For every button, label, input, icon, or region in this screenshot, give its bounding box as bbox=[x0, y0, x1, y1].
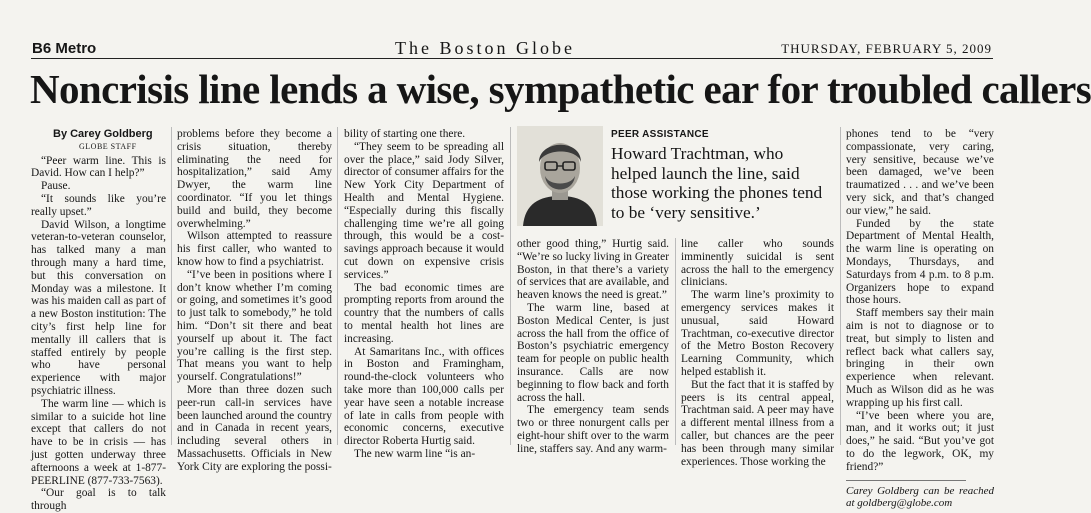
paragraph: The emergency team sends two or three nonurgent calls per eight-hour shift over to the warm line, staffers say. And any warm- bbox=[517, 404, 669, 455]
paragraph: The warm line, based at Boston Medical Center, is just across the hall from the office of Boston’s psychiatric emergency team for people on public health insurance. Calls are now beginning to flow back and forth across the hall. bbox=[517, 301, 669, 404]
paragraph: phones tend to be “very compassionate, very caring, very sensitive, because we’ve been damaged, we’ve been traumatized . . . and we’ve been very sick, and that’s changed our view,” he said. bbox=[846, 128, 994, 217]
article-column-6 bbox=[846, 128, 994, 510]
paragraph: Pause. bbox=[41, 180, 71, 193]
byline: By Carey Goldberg bbox=[53, 128, 153, 140]
signoff: Carey Goldberg can be reached at goldberg@globe.com bbox=[846, 484, 994, 510]
paragraph: Funded by the state Department of Mental Health, the warm line is operating on Mondays, Thursdays, and Saturdays from 4 p.m. to 8 p.m. Organizers hope to expand those hours. bbox=[846, 217, 994, 307]
paragraph: “Our goal is to talk through bbox=[31, 487, 166, 513]
section-label bbox=[32, 40, 96, 57]
pull-quote-text: Howard Trachtman, who helped launch the line, said those working the phones tend to be ‘very sensitive.’ bbox=[611, 144, 823, 222]
paragraph: “I’ve been where you are, man, and it works out; it just does,” he said. “But you’ve got to do the legwork, OK, my friend?” bbox=[846, 409, 994, 473]
paragraph: More than three dozen such peer-run call-in services have been launched around the country and in Canada in recent years, including several others in Massachusetts. Officials in New York City are exploring the possi- bbox=[177, 383, 332, 473]
portrait-photo bbox=[517, 126, 603, 226]
paragraph: line caller who sounds imminently suicidal is sent across the hall to the emergency clinicians. bbox=[681, 238, 834, 289]
paragraph: But the fact that it is staffed by peers is its central appeal, Trachtman said. A peer may have a different mental illness from a caller, but chances are the peer has been through many similar experiences. Those working the bbox=[681, 378, 834, 468]
article-column-2 bbox=[177, 128, 332, 473]
paragraph: other good thing,” Hurtig said. “We’re so lucky living in Greater Boston, in that there’s a variety of services that are available, and heaven knows the need is great.” bbox=[517, 238, 669, 302]
signoff-rule bbox=[846, 480, 966, 481]
paragraph: The bad economic times are prompting reports from around the country that the numbers of calls to mental health hot lines are increasing. bbox=[344, 281, 504, 345]
dateline: THURSDAY, FEBRUARY 5, 2009 bbox=[781, 41, 992, 56]
header-rule bbox=[31, 58, 993, 59]
portrait-image bbox=[517, 126, 603, 226]
article-column-1 bbox=[31, 128, 166, 513]
page-number: B6 bbox=[32, 40, 52, 57]
paragraph: The warm line’s proximity to emergency services makes it unusual, said Howard Trachtman, co-executive director of the Metro Boston Recovery Learning Community, which helped establish it. bbox=[681, 289, 834, 378]
paragraph: The new warm line “is an- bbox=[354, 447, 476, 460]
paragraph: “Peer warm line. This is David. How can I help?” bbox=[31, 154, 166, 180]
column-rule bbox=[675, 238, 676, 445]
page-header bbox=[0, 0, 1024, 58]
paragraph: Wilson attempted to reassure his first caller, who wanted to know how to find a psychiatrist. bbox=[177, 230, 332, 268]
pull-quote-box bbox=[517, 126, 835, 232]
article-column-5 bbox=[681, 238, 834, 468]
headline: Noncrisis line lends a wise, sympathetic ear for troubled callers bbox=[30, 66, 1091, 112]
column-rule bbox=[510, 127, 511, 445]
paragraph: At Samaritans Inc., with offices in Boston and Framingham, round-the-clock volunteers who take more than 100,000 calls per year have seen a notable increase of late in calls from people with economic concerns, executive director Roberta Hurtig said. bbox=[344, 345, 504, 448]
masthead: The Boston Globe bbox=[395, 38, 575, 58]
column-rule bbox=[171, 127, 172, 445]
byline-title: GLOBE STAFF bbox=[79, 141, 137, 151]
column-rule bbox=[337, 127, 338, 445]
paragraph: “They seem to be spreading all over the place,” said Jody Silver, director of consumer affairs for the New York City Department of Health and Mental Hygiene. “Especially during this fiscally challenging time we’re all going through, this would be a cost-savings approach because it would cut down on expensive crisis services.” bbox=[344, 140, 504, 281]
section-name: Metro bbox=[55, 40, 97, 57]
paragraph: problems before they become a crisis situation, thereby eliminating the need for hospitalization,” said Amy Dwyer, the warm line coordinator. “If you let things build and build, they become overwhelming.” bbox=[177, 128, 332, 230]
paragraph: Staff members say their main aim is not to diagnose or to treat, but simply to listen and reflect back what callers say, bringing in their own experience when relevant. Much as Wilson did as he was wrapping up his first call. bbox=[846, 307, 994, 409]
paragraph: The warm line — which is similar to a suicide hot line except that callers do not have to be in crisis — has just gotten underway three afternoons a week at 1-877-PEERLINE (877-733-7563). bbox=[31, 397, 166, 487]
paragraph: bility of starting one there. bbox=[344, 128, 466, 140]
paragraph: “I’ve been in positions where I don’t know whether I’m coming or going, and sometimes it’s good to just talk to somebody,” he told him. “Don’t sit there and beat yourself up about it. The fact you’re calling is the first step. That means you want to help yourself. Congratulations!” bbox=[177, 268, 332, 384]
article-column-3 bbox=[344, 128, 504, 460]
column-rule bbox=[840, 127, 841, 445]
paragraph: David Wilson, a longtime veteran-to-veteran counselor, has talked many a man through many a hard time, but this conversation on Monday was a milestone. It was his maiden call as part of a new Boston institution: The city’s first help line for mentally ill callers that is staffed entirely by people who have personal experience with major psychiatric illness. bbox=[31, 218, 166, 397]
paragraph: “It sounds like you’re really upset.” bbox=[31, 192, 166, 218]
pull-quote-label: PEER ASSISTANCE bbox=[611, 129, 709, 140]
article-column-4 bbox=[517, 238, 669, 455]
